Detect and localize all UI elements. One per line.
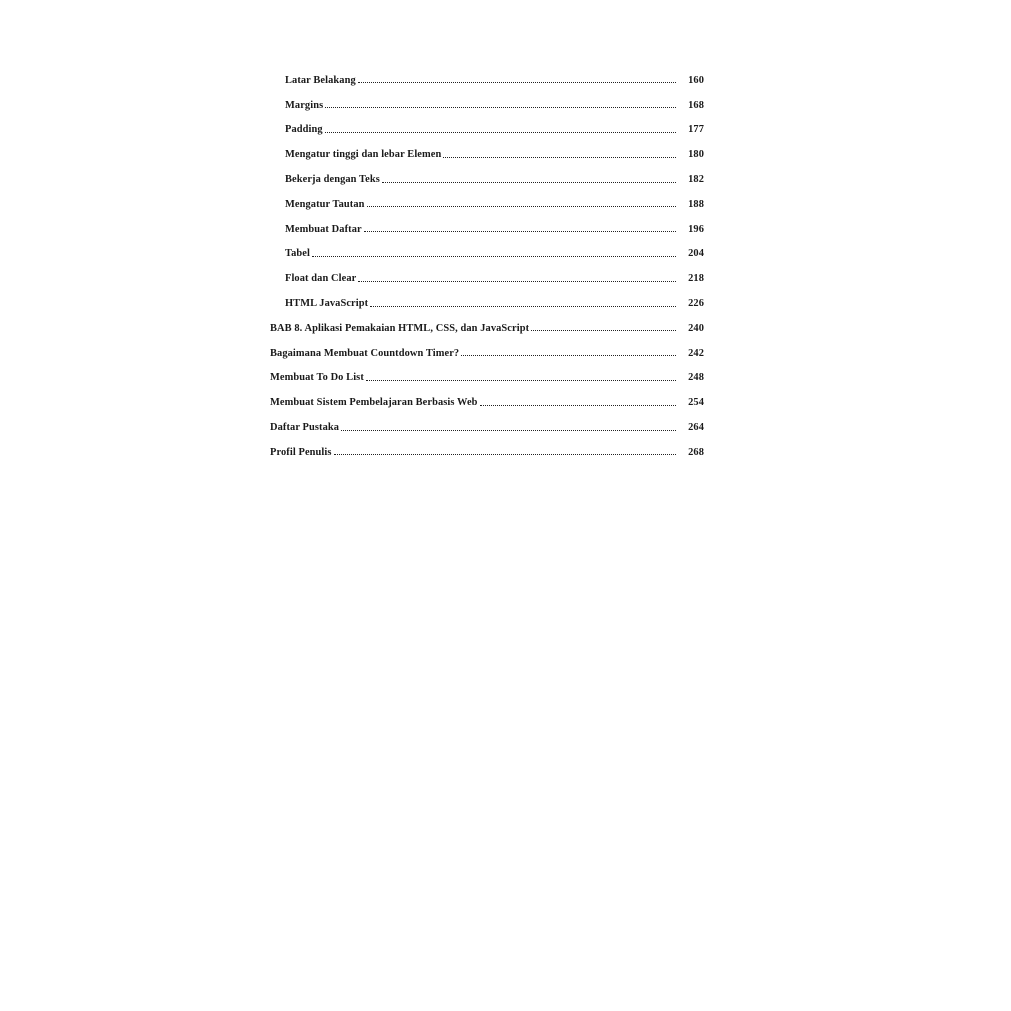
toc-entry bbox=[270, 440, 704, 465]
toc-entry-page: 168 bbox=[688, 99, 704, 111]
toc-entry bbox=[270, 68, 704, 93]
toc-entry-page: 226 bbox=[688, 298, 704, 310]
toc-entry-title: HTML JavaScript bbox=[285, 298, 369, 310]
toc-entry bbox=[270, 167, 704, 192]
toc-entry-title: BAB 8. Aplikasi Pemakaian HTML, CSS, dan JavaScript bbox=[270, 322, 530, 334]
toc-entry-page: 160 bbox=[688, 74, 704, 86]
toc-entry-page: 180 bbox=[688, 149, 704, 161]
toc-dot-leader bbox=[480, 405, 676, 406]
toc-entry bbox=[270, 316, 704, 341]
toc-entry-page: 218 bbox=[688, 273, 704, 285]
toc-entry-title: Mengatur tinggi dan lebar Elemen bbox=[285, 149, 442, 161]
toc-entry-page: 196 bbox=[688, 223, 704, 235]
toc-entry-page: 188 bbox=[688, 198, 704, 210]
toc-entry-title: Bagaimana Membuat Countdown Timer? bbox=[270, 347, 460, 359]
toc-entry-title: Margins bbox=[285, 99, 324, 111]
toc-entry-page: 264 bbox=[688, 422, 704, 434]
toc-dot-leader bbox=[325, 132, 676, 133]
toc-dot-leader bbox=[358, 82, 676, 83]
toc-entry-title: Daftar Pustaka bbox=[270, 422, 340, 434]
toc-entry-title: Mengatur Tautan bbox=[285, 198, 365, 210]
toc-entry-page: 268 bbox=[688, 446, 704, 458]
toc-entry-title: Latar Belakang bbox=[285, 74, 356, 86]
toc-dot-leader bbox=[382, 182, 676, 183]
toc-dot-leader bbox=[443, 157, 676, 158]
toc-entry-title: Bekerja dengan Teks bbox=[285, 174, 380, 186]
toc-dot-leader bbox=[341, 430, 676, 431]
toc-dot-leader bbox=[461, 355, 676, 356]
toc-entry-title: Tabel bbox=[285, 248, 310, 260]
toc-entry bbox=[270, 291, 704, 316]
toc-entry bbox=[270, 192, 704, 217]
toc-entry bbox=[270, 142, 704, 167]
toc-dot-leader bbox=[531, 330, 676, 331]
toc-dot-leader bbox=[364, 231, 676, 232]
toc-entry-page: 254 bbox=[688, 397, 704, 409]
toc-entry bbox=[270, 366, 704, 391]
toc-entry-title: Membuat Daftar bbox=[285, 223, 362, 235]
toc-entry bbox=[270, 415, 704, 440]
toc-entry-title: Membuat Sistem Pembelajaran Berbasis Web bbox=[270, 397, 478, 409]
toc-dot-leader bbox=[370, 306, 676, 307]
toc-dot-leader bbox=[312, 256, 676, 257]
toc-entry bbox=[270, 390, 704, 415]
toc-entry-title: Profil Penulis bbox=[270, 446, 332, 458]
toc-dot-leader bbox=[358, 281, 676, 282]
toc-entry-page: 182 bbox=[688, 174, 704, 186]
toc-dot-leader bbox=[334, 454, 676, 455]
toc-dot-leader bbox=[366, 380, 676, 381]
toc-dot-leader bbox=[367, 206, 676, 207]
toc-entry-title: Float dan Clear bbox=[285, 273, 357, 285]
toc-entry-title: Padding bbox=[285, 124, 323, 136]
toc-entry bbox=[270, 217, 704, 242]
toc-entry bbox=[270, 266, 704, 291]
toc-entry-page: 240 bbox=[688, 322, 704, 334]
table-of-contents bbox=[270, 68, 704, 465]
toc-entry bbox=[270, 242, 704, 267]
toc-entry-title: Membuat To Do List bbox=[270, 372, 364, 384]
toc-entry bbox=[270, 341, 704, 366]
toc-entry-page: 177 bbox=[688, 124, 704, 136]
toc-entry bbox=[270, 118, 704, 143]
toc-entry-page: 248 bbox=[688, 372, 704, 384]
toc-dot-leader bbox=[325, 107, 676, 108]
toc-entry bbox=[270, 93, 704, 118]
toc-entry-page: 242 bbox=[688, 347, 704, 359]
toc-entry-page: 204 bbox=[688, 248, 704, 260]
